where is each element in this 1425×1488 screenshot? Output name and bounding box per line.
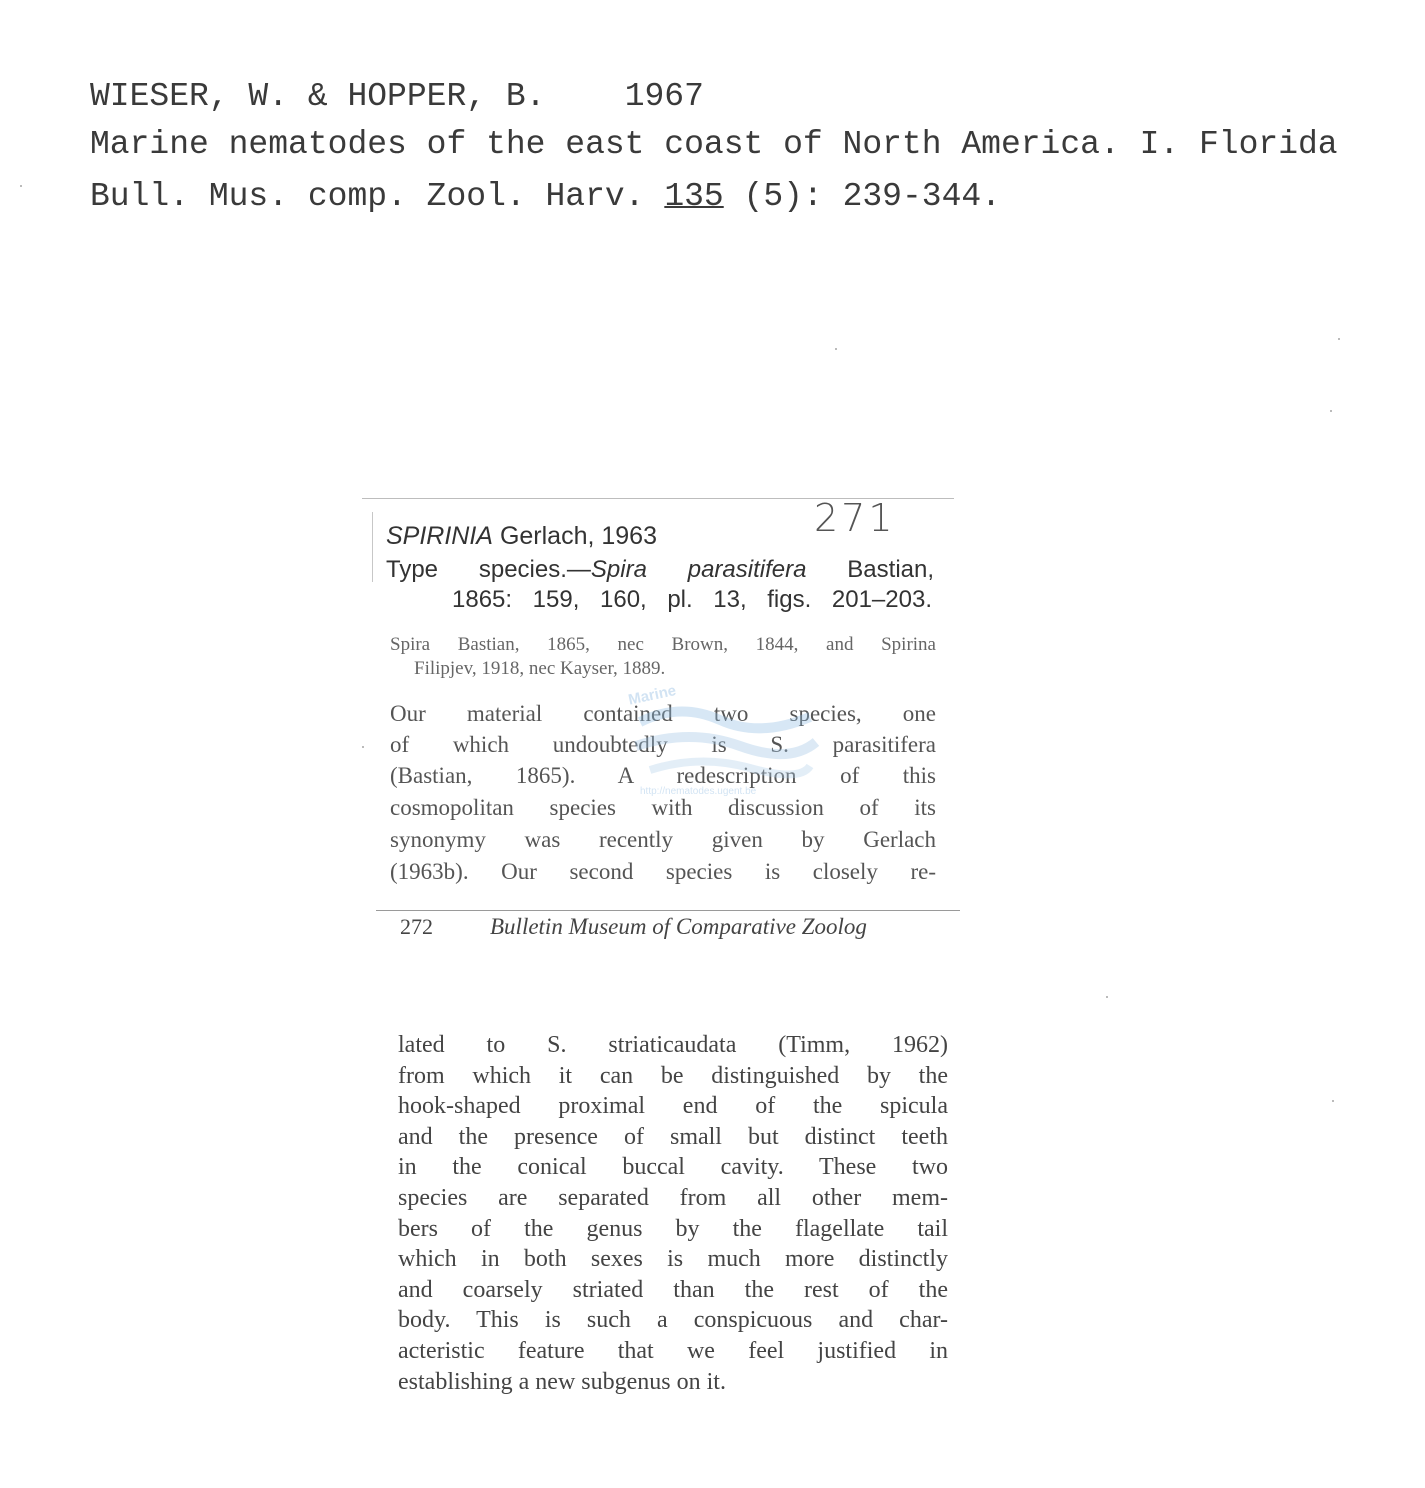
scan-speck [1330,410,1332,412]
paragraph-line: body. This is such a conspicuous and char- [398,1307,948,1333]
reference-pages: (5): 239-344. [743,178,1001,215]
printed-page-number: 272 [400,914,433,939]
article-clipping-1 [362,496,960,946]
reference-citation-line [90,178,1001,215]
scan-speck [835,348,837,350]
paragraph-line: lated to S. striaticaudata (Timm, 1962) [398,1032,948,1058]
reference-authors-line [90,78,704,115]
paragraph-line: which in both sexes is much more distinctly [398,1246,948,1272]
type-species-name: Spira parasitifera [590,556,807,583]
paragraph-line: establishing a new subgenus on it. [398,1369,726,1395]
type-label: Type species.— [386,556,591,583]
reference-volume: 135 [664,178,724,215]
synonymy-line-2: Filipjev, 1918, nec Kayser, 1889. [414,658,666,679]
paragraph-line: species are separated from all other mem- [398,1185,948,1211]
paragraph-line: bers of the genus by the flagellate tail [398,1216,948,1242]
genus-name: SPIRINIA [386,522,493,550]
scan-speck [1106,996,1108,998]
paragraph-line: synonymy was recently given by Gerlach [390,827,936,852]
reference-year: 1967 [624,78,704,115]
synonymy-line-1: Spira Bastian, 1865, nec Brown, 1844, and Spirina [390,634,936,655]
paragraph-line: and coarsely striated than the rest of the [398,1277,948,1303]
paragraph-line: (1963b). Our second species is closely re- [390,859,936,884]
paragraph-line: of which undoubtedly is S. parasitifera [390,732,936,757]
paragraph-line: from which it can be distinguished by the [398,1063,948,1089]
article-clipping-2 [398,1030,950,1402]
paragraph-line: Our material contained two species, one [390,701,936,726]
type-species-line [386,556,934,584]
footer-rule [376,910,960,911]
reference-journal: Bull. Mus. comp. Zool. Harv. [90,178,645,215]
clipping-left-border [372,512,373,582]
paragraph-line: in the conical buccal cavity. These two [398,1154,948,1180]
paragraph-line: (Bastian, 1865). A redescription of this [390,763,936,788]
scan-speck [1332,1100,1334,1102]
scan-speck [1338,338,1340,340]
reference-title: Marine nematodes of the east coast of North America. I. Florida [90,126,1338,163]
watermark-text-top: Marine [626,681,678,709]
paragraph-line: cosmopolitan species with discussion of its [390,795,936,820]
genus-author: Gerlach, 1963 [499,522,657,550]
reference-authors: WIESER, W. & HOPPER, B. [90,78,546,115]
watermark-text-bottom: http://nematodes.ugent.be [640,786,757,797]
type-species-author: Bastian, [847,556,935,583]
scan-speck [20,185,22,187]
genus-heading [386,522,657,551]
paragraph-line: hook-shaped proximal end of the spicula [398,1093,948,1119]
running-title: Bulletin Museum of Comparative Zoolog [490,914,867,939]
scan-speck [362,746,364,748]
paragraph-line: and the presence of small but distinct teeth [398,1124,948,1150]
type-species-reference: 1865: 159, 160, pl. 13, figs. 201–203. [452,586,932,613]
paragraph-line: acteristic feature that we feel justified in [398,1338,948,1364]
handwritten-page-number: 271 [814,496,896,540]
